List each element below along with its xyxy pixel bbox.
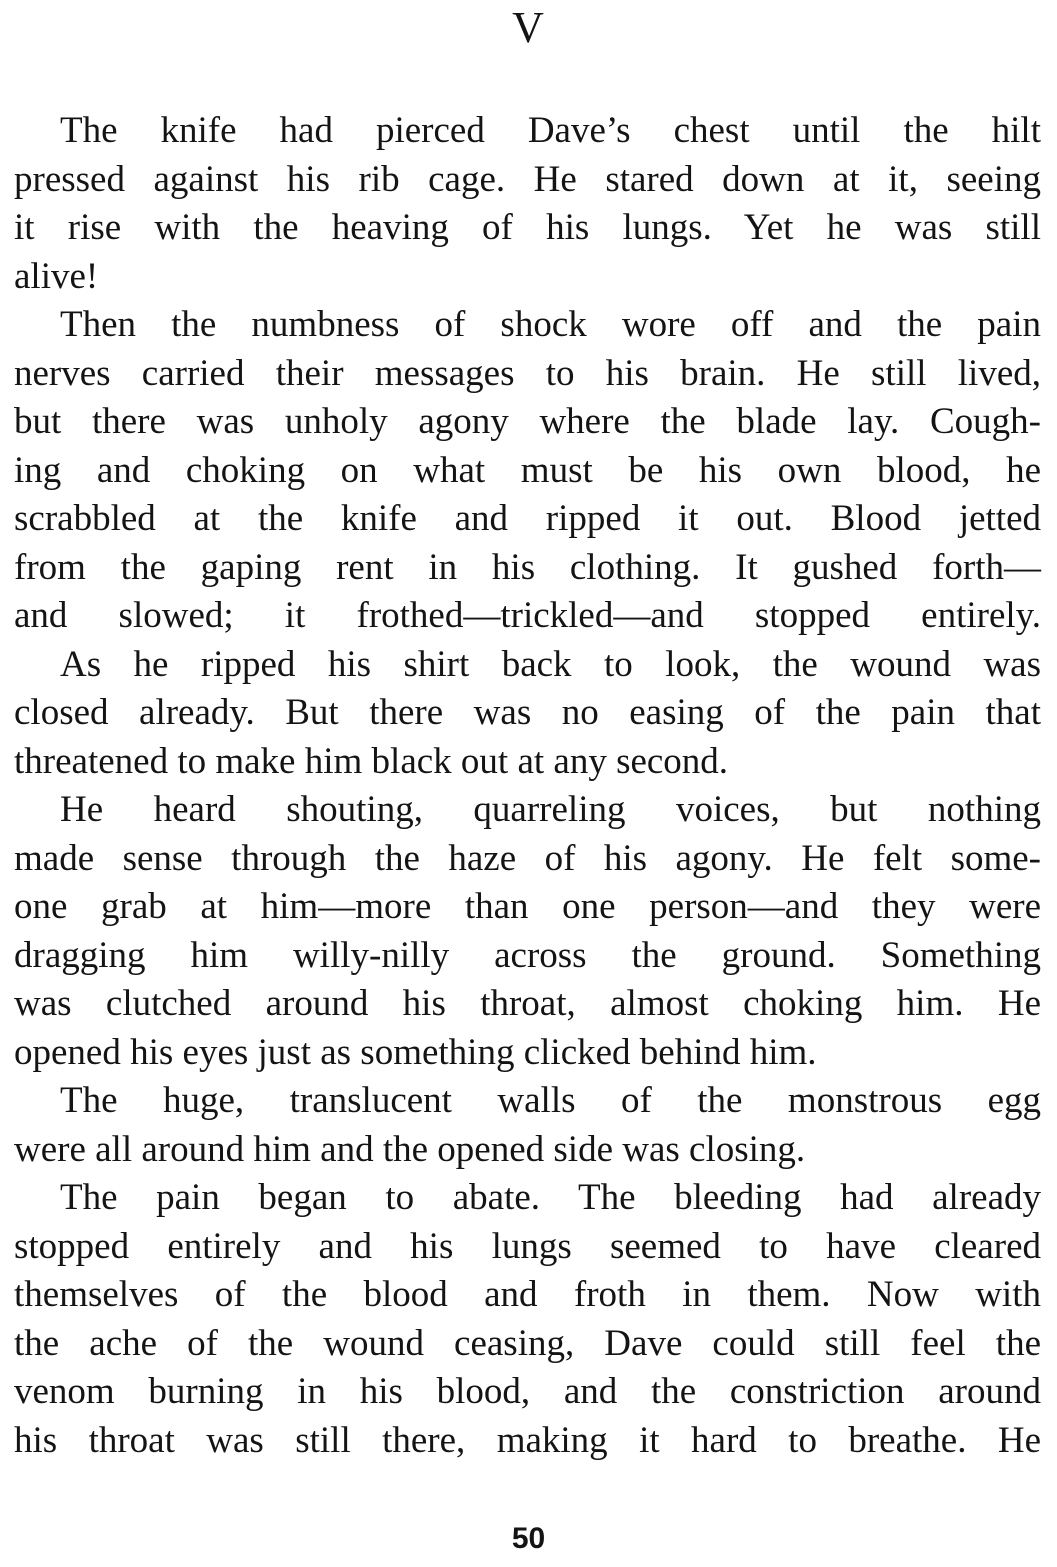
text-line: alive! [14,255,99,297]
text-line: were all around him and the opened side was closing. [14,1128,806,1170]
text-line: pressed against his rib cage. He stared down at it, seeing [14,158,1041,200]
text-line: nerves carried their messages to his brain. He still lived, [14,352,1041,394]
text-line: the ache of the wound ceasing, Dave could still feel the [14,1322,1041,1364]
text-line: threatened to make him black out at any second. [14,740,729,782]
text-line: The huge, translucent walls of the monstrous egg [60,1080,1041,1121]
text-line: As he ripped his shirt back to look, the wound was [60,643,1041,685]
text-line: was clutched around his throat, almost choking him. He [14,983,1041,1024]
text-line: The knife had pierced Dave’s chest until the hilt [60,110,1041,151]
text-line: made sense through the haze of his agony. He felt some- [14,837,1041,879]
text-line: stopped entirely and his lungs seemed to have cleared [14,1225,1041,1267]
text-line: ing and choking on what must be his own blood, he [14,449,1041,491]
text-line: dragging him willy-nilly across the ground. Something [14,934,1041,976]
text-line: from the gaping rent in his clothing. It gushed forth— [14,546,1041,588]
text-line: The pain began to abate. The bleeding had already [60,1177,1041,1218]
text-line: it rise with the heaving of his lungs. Yet he was still [14,207,1041,248]
text-line: themselves of the blood and froth in them. Now with [14,1274,1041,1315]
body-text [14,107,1041,1465]
text-line: scrabbled at the knife and ripped it out. Blood jetted [14,498,1041,539]
text-line: but there was unholy agony where the blade lay. Cough- [14,401,1041,442]
text-line: and slowed; it frothed—trickled—and stopped entirely. [14,595,1041,636]
text-line: one grab at him—more than one person—and they were [14,886,1041,927]
text-line: closed already. But there was no easing of the pain that [14,692,1041,733]
text-line: his throat was still there, making it hard to breathe. He [14,1419,1041,1461]
text-line: Then the numbness of shock wore off and the pain [60,304,1041,345]
text-line: He heard shouting, quarreling voices, but nothing [60,789,1041,830]
page-number: 50 [511,1522,546,1555]
text-line: venom burning in his blood, and the constriction around [14,1371,1041,1412]
chapter-heading: V [512,3,545,52]
text-line: opened his eyes just as something clicked behind him. [14,1031,817,1073]
